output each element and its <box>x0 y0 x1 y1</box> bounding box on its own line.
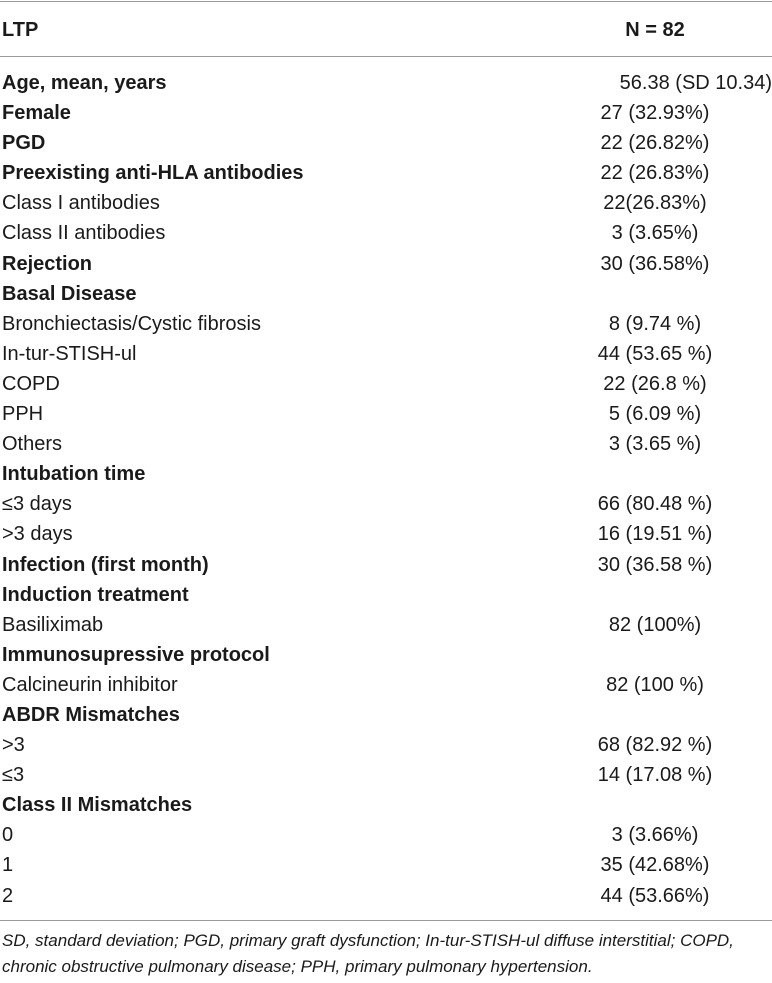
table-row <box>0 790 772 820</box>
table-row <box>0 489 772 519</box>
table-row <box>0 881 772 911</box>
table-row <box>0 850 772 880</box>
header-label: LTP <box>2 19 39 41</box>
table-row <box>0 700 772 730</box>
table-row <box>0 188 772 218</box>
row-label: Bronchiectasis/Cystic fibrosis <box>2 312 261 335</box>
row-label: Class II antibodies <box>2 222 166 245</box>
row-value: 82 (100 %) <box>606 673 704 696</box>
row-label: In-tur-STISH-ul <box>2 342 137 365</box>
row-label: Others <box>2 433 63 456</box>
table-row <box>0 249 772 279</box>
table-row <box>0 339 772 369</box>
table-row <box>0 640 772 670</box>
top-rule <box>0 1 772 2</box>
table-row <box>0 580 772 610</box>
table-row <box>0 459 772 489</box>
table-row <box>0 670 772 700</box>
row-label: Class II Mismatches <box>2 794 193 817</box>
table-row <box>0 98 772 128</box>
row-value: 68 (82.92 %) <box>597 734 713 757</box>
row-label: Age, mean, years <box>2 72 167 94</box>
table-row <box>0 610 772 640</box>
table-row <box>0 730 772 760</box>
row-label: ABDR Mismatches <box>2 703 180 726</box>
table-row <box>0 218 772 248</box>
table-row <box>0 760 772 790</box>
table-row <box>0 309 772 339</box>
table-header <box>0 14 772 46</box>
row-label: Intubation time <box>2 463 146 486</box>
row-label: Female <box>2 102 71 125</box>
row-label: PGD <box>2 132 46 155</box>
table-row <box>0 519 772 549</box>
row-value: 82 (100%) <box>608 613 702 636</box>
table-row <box>0 279 772 309</box>
row-label: PPH <box>2 403 44 426</box>
row-value: 44 (53.65 %) <box>597 342 713 365</box>
table-row <box>0 68 772 98</box>
row-label: Rejection <box>2 252 93 275</box>
row-label: Immunosupressive protocol <box>2 643 270 666</box>
row-value: 5 (6.09 %) <box>608 403 702 426</box>
row-label: >3 days <box>2 523 73 546</box>
row-label: Basiliximab <box>2 613 104 636</box>
table-body <box>0 68 772 911</box>
row-label: COPD <box>2 372 60 395</box>
row-value: 44 (53.66%) <box>600 884 710 907</box>
row-label: Infection (first month) <box>2 553 209 576</box>
table-row <box>0 550 772 580</box>
row-value: 16 (19.51 %) <box>597 523 713 546</box>
row-label: ≤3 days <box>2 493 72 516</box>
row-value: 3 (3.65 %) <box>608 433 702 456</box>
row-value: 14 (17.08 %) <box>597 764 713 787</box>
row-label: Induction treatment <box>2 583 189 606</box>
row-value: 30 (36.58 %) <box>597 553 713 576</box>
row-label: Class I antibodies <box>2 192 160 215</box>
row-value: 66 (80.48 %) <box>597 493 713 516</box>
row-value: 30 (36.58%) <box>600 252 710 275</box>
bottom-rule <box>0 920 772 921</box>
row-label: Basal Disease <box>2 282 137 305</box>
row-label: 1 <box>2 854 14 877</box>
row-label: Preexisting anti-HLA antibodies <box>2 162 304 185</box>
table-row <box>0 369 772 399</box>
row-value: 22 (26.83%) <box>600 162 710 185</box>
row-label: Calcineurin inhibitor <box>2 673 178 696</box>
table-row <box>0 399 772 429</box>
row-value: 22(26.83%) <box>603 192 707 215</box>
header-rule <box>0 56 772 57</box>
table-row <box>0 128 772 158</box>
table-row <box>0 429 772 459</box>
row-label: ≤3 <box>2 764 25 787</box>
row-label: 0 <box>2 824 14 847</box>
row-value: 27 (32.93%) <box>600 102 710 125</box>
row-value: 22 (26.82%) <box>600 132 710 155</box>
row-label: >3 <box>2 734 25 757</box>
row-value: 22 (26.8 %) <box>603 372 707 395</box>
row-value: 3 (3.65%) <box>611 222 699 245</box>
row-value: 56.38 (SD 10.34) <box>619 72 772 94</box>
table-footnote: SD, standard deviation; PGD, primary graft dysfunction; In-tur-STISH-ul diffuse interstitial; COPD, chronic obstructive pulmonary disease; PPH, primary pulmonary hypertension. <box>2 931 734 976</box>
table-row <box>0 820 772 850</box>
row-value: 8 (9.74 %) <box>608 312 702 335</box>
row-value: 3 (3.66%) <box>611 824 699 847</box>
row-value: 35 (42.68%) <box>600 854 710 877</box>
row-label: 2 <box>2 884 14 907</box>
table-row <box>0 158 772 188</box>
header-value: N = 82 <box>625 19 685 41</box>
